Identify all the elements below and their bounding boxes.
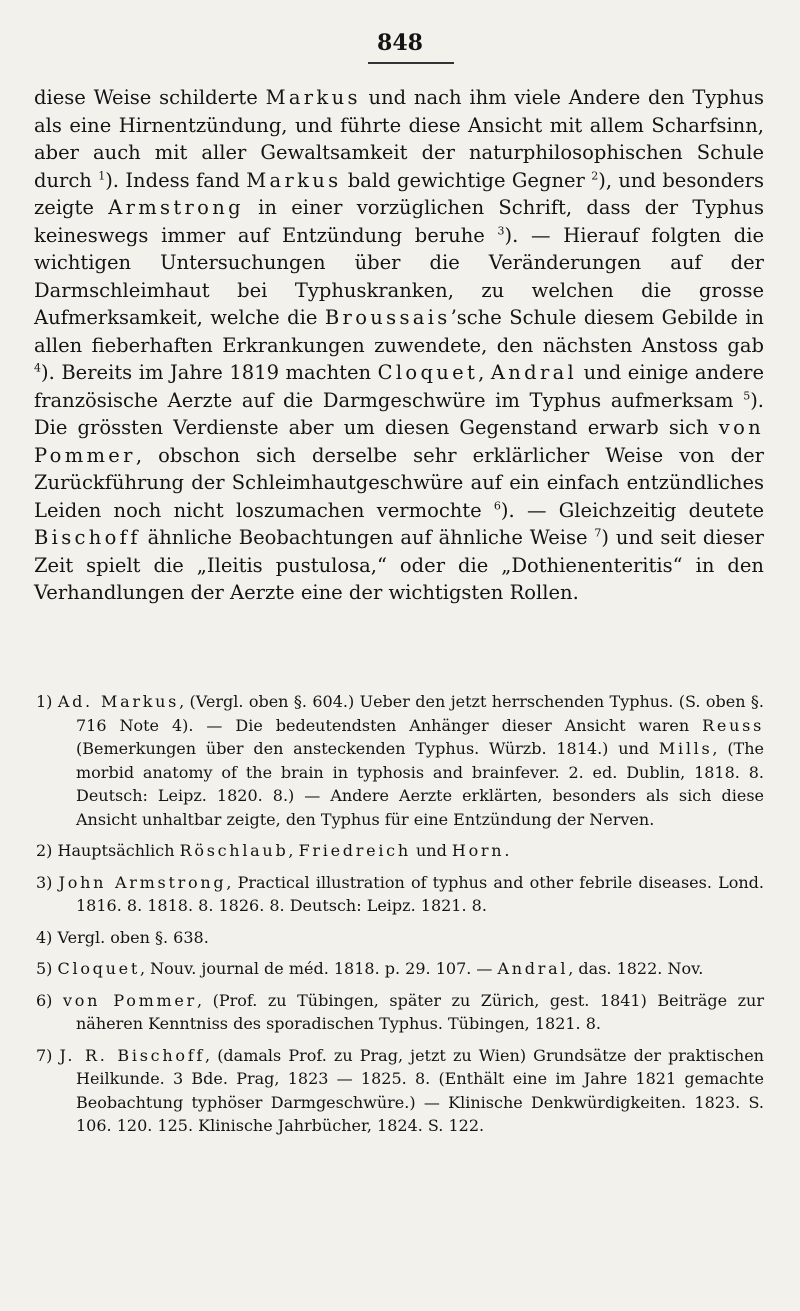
text-run: und nach ihm viele Andere den Typhus als eine Hirnentzündung, und führte diese Ansicht mit allem Scharfsinn, aber auch mit aller Gewaltsamkeit der naturphilosophischen Schule durch [34, 86, 765, 192]
footnote-ref: 2 [591, 169, 599, 182]
text-run: ). — Gleichzeitig deutete [500, 498, 764, 522]
spaced-name: Broussais [324, 306, 451, 329]
text-run: 2) Hauptsächlich [36, 841, 180, 860]
spaced-name: von Pommer [62, 990, 197, 1010]
text-run: 1) [36, 692, 58, 711]
footnote-6 [36, 989, 764, 1036]
text-run: , [288, 841, 299, 860]
spaced-name: Reuss [702, 715, 764, 735]
text-run: 4) Vergl. oben §. 638. [36, 927, 209, 947]
text-run: , obschon sich derselbe sehr erklärlicher Weise von der Zurückführung der Schleimhautgeschwüre auf ein einfach entzündliches Leiden noch nicht loszumachen vermochte [34, 443, 764, 522]
text-run: , Practical illustration of typhus and other febrile diseases. Lond. 1816. 8. 1818. 8. 1826. 8. Deutsch: Leipz. 1821. 8. [76, 872, 765, 915]
main-paragraph [34, 84, 764, 607]
text-run: 5) [36, 959, 58, 978]
text-run: in einer vorzüglichen Schrift, dass der Typhus keineswegs immer auf Entzündung beruhe [34, 196, 764, 247]
text-run: ’sche Schule diesem Gebilde in allen fieberhaften Erkrankungen zuwendete, den nächsten Anstoss gab [34, 306, 764, 357]
text-run: ). Indess fand [105, 168, 247, 192]
footnote-ref: 3 [497, 224, 505, 237]
text-run: ). Bereits im Jahre 1819 machten [41, 361, 378, 384]
spaced-name: Mills [658, 739, 713, 758]
text-run: , das. 1822. Nov. [568, 959, 704, 978]
text-run: , (The morbid anatomy of the brain in typhosis and brainfever. 2. ed. Dublin, 1818. 8. Deutsch: Leipz. 1820. 8.) — Andere Aerzte erklärten, besonders als sich diese Ansicht unhaltbar zeigte, den Typhus für eine Entzündung der Nerven. [76, 739, 765, 829]
footnote-4 [36, 926, 764, 950]
spaced-name: Röschlaub [179, 841, 289, 860]
footnote-5 [36, 957, 764, 981]
spaced-name: Cloquet [377, 361, 479, 384]
footnote-ref: 5 [743, 389, 751, 402]
spaced-name: Markus [246, 168, 342, 192]
footnote-3 [36, 871, 764, 918]
text-run: , (Vergl. oben §. 604.) Ueber den jetzt herrschenden Typhus. (S. oben §. 716 Note 4). — Die bedeutendsten Anhänger dieser Ansicht waren [76, 692, 764, 735]
text-run: (Bemerkungen über den ansteckenden Typhus. Würzb. 1814.) und [76, 739, 659, 758]
text-run: 6) [36, 990, 63, 1010]
text-run: , Nouv. journal de méd. 1818. p. 29. 107. — [140, 959, 498, 978]
text-run: ). — Hierauf folgten die wichtigen Untersuchungen über die Veränderungen auf der Darmschleimhaut bei Typhuskranken, zu welchen die grosse Aufmerksamkeit, welche die [34, 223, 764, 329]
text-run: ähnliche Beobachtungen auf ähnliche Weise [140, 526, 595, 549]
spaced-name: John Armstrong [58, 872, 227, 892]
spaced-name: Markus [265, 86, 361, 109]
text-run: ). Die grössten Verdienste aber um diesen Gegenstand erwarb sich [34, 388, 764, 439]
footnote-7 [36, 1044, 764, 1138]
footnote-ref: 1 [98, 169, 106, 182]
spaced-name: Andral [490, 361, 578, 384]
text-run: , [478, 361, 491, 384]
spaced-name: Andral [497, 959, 569, 978]
text-run: ) und seit dieser Zeit spielt die „Ileitis pustulosa,“ oder die „Dothienenteritis“ in den Verhandlungen der Aerzte eine der wichtigsten Rollen. [34, 526, 764, 604]
spaced-name: Armstrong [108, 196, 244, 219]
footnotes [36, 690, 764, 1146]
footnote-ref: 6 [493, 499, 501, 512]
page-number-rule [368, 62, 454, 64]
text-run: bald gewichtige Gegner [341, 168, 592, 192]
text-run: , (Prof. zu Tübingen, später zu Zürich, gest. 1841) Beiträge zur näheren Kenntniss des sporadischen Typhus. Tübingen, 1821. 8. [76, 990, 764, 1033]
text-run: und [410, 841, 452, 860]
spaced-name: Friedreich [298, 841, 411, 860]
footnote-ref: 4 [34, 361, 41, 375]
spaced-name: Cloquet [57, 959, 140, 978]
footnote-1 [36, 690, 764, 831]
text-run: diese Weise schilderte [34, 86, 266, 109]
text-run: 7) [36, 1045, 60, 1065]
text-run: ), und besonders zeigte [34, 168, 765, 219]
spaced-name: J. R. Bischoff [59, 1045, 206, 1065]
text-run: , (damals Prof. zu Prag, jetzt zu Wien) Grundsätze der praktischen Heilkunde. 3 Bde. Prag, 1823 — 1825. 8. (Enthält eine im Jahre 1821 gemachte Beobachtung typhöser Darmgeschwüre.) — Klinische Denkwürdigkeiten. 1823. S. 106. 120. 125. Klinische Jahrbücher, 1824. S. 122. [76, 1045, 764, 1135]
spaced-name: Horn [451, 841, 505, 860]
text-run: . [504, 841, 510, 860]
text-run: und einige andere französische Aerzte auf die Darmgeschwüre im Typhus aufmerksam [34, 361, 764, 412]
footnote-2 [36, 839, 764, 863]
spaced-name: von Pommer [34, 416, 764, 467]
text-run: 3) [36, 872, 59, 892]
spaced-name: Bischoff [34, 526, 141, 549]
spaced-name: Ad. Markus [57, 692, 180, 711]
footnote-ref: 7 [594, 526, 602, 540]
page-number: 848 [377, 30, 423, 56]
